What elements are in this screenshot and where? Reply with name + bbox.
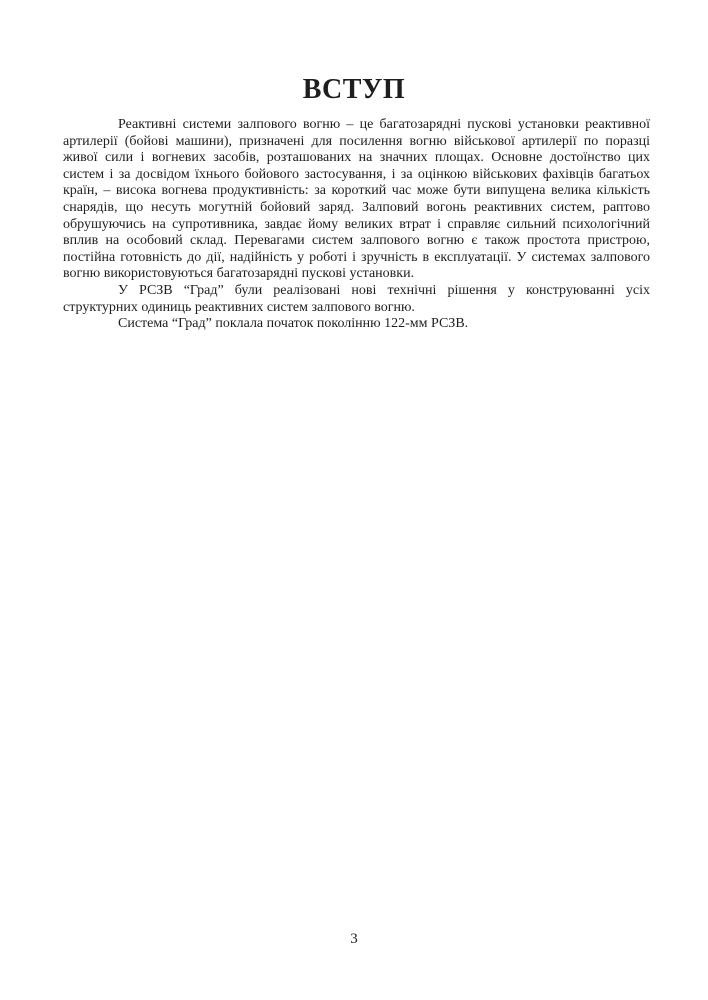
document-body	[63, 117, 650, 333]
page-number: 3	[350, 931, 358, 947]
page-title: ВСТУП	[302, 74, 406, 105]
paragraph-rszv-grad: У РСЗВ “Град” були реалізовані нові технічні рішення у конструюванні усіх структурних одиниць реактивних систем залпового вогню.	[63, 282, 650, 315]
paragraph-intro: Реактивні системи залпового вогню – це багатозарядні пускові установки реактивної артилерії (бойові машини), призначені для посилення вогню військової артилерії по поразці живої сили і вогневих засобів, розташованих на значних площах. Основне достоїнство цих систем і за досвідом їхнього бойового застосування, і за оцінкою військових фахівців багатьох країн, – висока вогнева продуктивність: за короткий час може бути випущена велика кількість снарядів, що несуть могутній бойовий заряд. Залповий вогонь реактивних систем, раптово обрушуючись на супротивника, завдає йому великих втрат і справляє сильний психологічний вплив на особовий склад. Перевагами систем залпового вогню є також простота пристрою, постійна готовність до дії, надійність у роботі і зручність в експлуатації. У системах залпового вогню використовуються багатозарядні пускові установки.	[63, 117, 650, 282]
paragraph-grad-generation: Система “Град” поклала початок поколінню 122-мм РСЗВ.	[118, 316, 469, 332]
